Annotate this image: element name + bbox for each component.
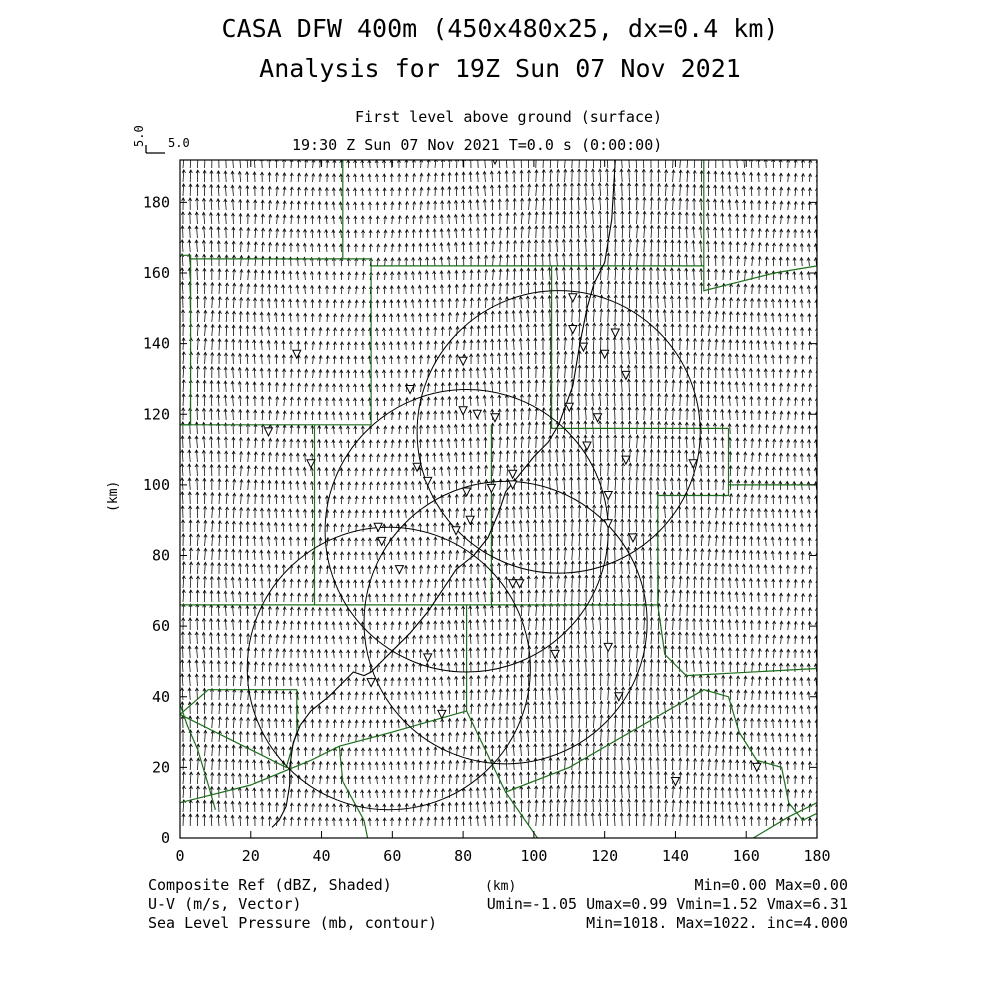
y-tick-label: 100 [142,475,170,494]
legend-stats-1: Min=0.00 Max=0.00 [694,876,848,894]
station-marker [509,580,517,588]
station-marker [395,566,403,574]
y-tick-label: 40 [151,687,170,706]
station-marker [516,580,524,588]
station-marker [424,477,432,485]
y-tick-label: 60 [151,617,170,636]
station-marker [459,357,467,365]
station-marker [406,386,414,394]
county-boundary [753,803,817,838]
x-tick-label: 180 [803,847,831,865]
y-axis-label: (km) [106,480,121,512]
legend-field-1: Composite Ref (dBZ, Shaded) [148,876,392,894]
title-line-2: Analysis for 19Z Sun 07 Nov 2021 [259,54,741,83]
county-boundaries [180,160,817,838]
county-boundary [506,792,538,838]
plot-frame [180,160,817,838]
station-marker [611,329,619,337]
legend-field-2: U-V (m/s, Vector) [148,895,302,913]
county-boundary [467,690,817,821]
x-axis-label: (km) [485,879,517,894]
station-marker [583,442,591,450]
station-marker [264,428,272,436]
level-label: First level above ground (surface) [355,108,663,126]
legend-stats-3: Min=1018. Max=1022. inc=4.000 [586,914,848,932]
station-marker [569,294,577,302]
station-marker [565,403,573,411]
time-label: 19:30 Z Sun 07 Nov 2021 T=0.0 s (0:00:00) [292,136,663,154]
station-marker [604,643,612,651]
y-tick-label: 140 [142,334,170,353]
station-marker [569,326,577,334]
x-tick-label: 100 [520,847,548,865]
x-tick-label: 0 [175,847,185,865]
station-marker [367,679,375,687]
station-marker [753,763,761,771]
y-tick-label: 80 [151,546,170,565]
station-marker [604,491,612,499]
station-marker [509,470,517,478]
station-marker [466,516,474,524]
legend-field-3: Sea Level Pressure (mb, contour) [148,914,437,932]
station-marker [452,527,460,535]
station-marker [615,693,623,701]
title-line-1: CASA DFW 400m (450x480x25, dx=0.4 km) [221,14,779,43]
station-marker [622,371,630,379]
y-tick-label: 120 [142,405,170,424]
station-marker [459,407,467,415]
station-marker [487,484,495,492]
station-marker [424,654,432,662]
legend-stats-2: Umin=-1.05 Umax=0.99 Vmin=1.52 Vmax=6.31 [486,895,848,913]
y-tick-label: 180 [142,193,170,212]
reference-vector-label: 5.0 [168,136,190,150]
station-marker [604,520,612,528]
x-tick-label: 120 [591,847,619,865]
x-tick-label: 40 [312,847,331,865]
x-tick-label: 140 [661,847,689,865]
x-tick-label: 160 [732,847,760,865]
x-tick-label: 60 [383,847,402,865]
county-boundary [729,428,818,485]
county-boundary [180,255,191,424]
county-boundary [180,266,371,425]
county-boundary [180,605,467,803]
reference-vector-label-rotated: 5.0 [132,125,146,147]
station-marker [551,650,559,658]
station-marker [473,410,481,418]
radar-range-rings [247,291,700,810]
y-tick-label: 20 [151,758,170,777]
x-tick-label: 20 [241,847,260,865]
y-tick-label: 0 [160,829,170,847]
wind-vector-field [181,155,820,826]
county-boundary [552,160,704,266]
station-marker [307,460,315,468]
reference-vector [132,125,190,153]
y-tick-label: 160 [142,264,170,282]
wind-vectors [181,155,820,826]
x-tick-label: 80 [454,847,473,865]
station-marker [509,481,517,489]
